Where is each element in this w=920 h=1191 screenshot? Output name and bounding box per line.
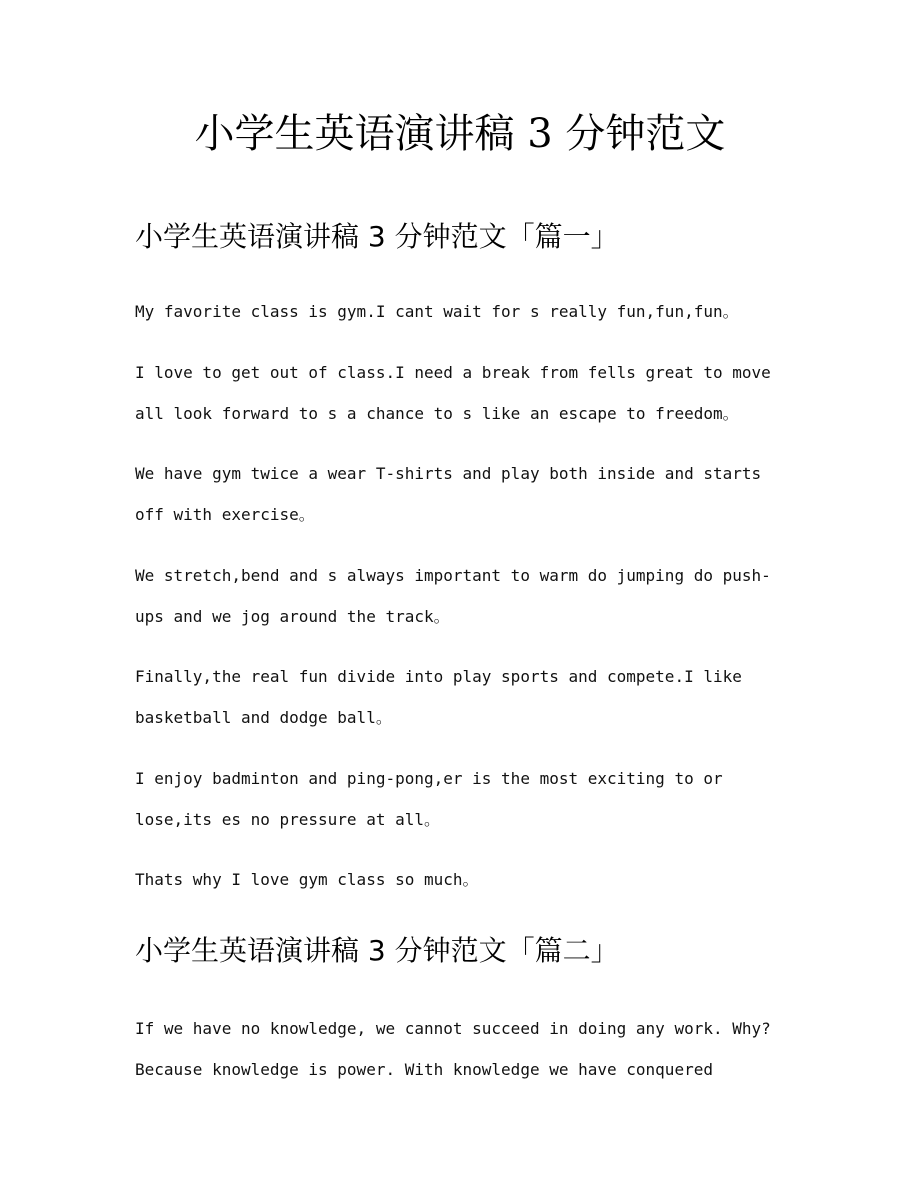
text-line: ups and we jog around the track。 bbox=[135, 607, 450, 626]
text-line: Finally,the real fun divide into play sports and compete.I like bbox=[135, 667, 742, 686]
paragraph bbox=[135, 555, 795, 637]
text-line: If we have no knowledge, we cannot succeed in doing any work. Why? bbox=[135, 1019, 771, 1038]
document-title: 小学生英语演讲稿 3 分钟范文 bbox=[194, 111, 726, 157]
text-line: My favorite class is gym.I cant wait for s really fun,fun,fun。 bbox=[135, 302, 739, 321]
text-line: lose,its es no pressure at all。 bbox=[135, 810, 440, 829]
text-line: off with exercise。 bbox=[135, 505, 315, 524]
text-line: Thats why I love gym class so much。 bbox=[135, 870, 479, 889]
paragraph bbox=[135, 1008, 795, 1090]
text-line: I love to get out of class.I need a break from fells great to move bbox=[135, 363, 771, 382]
text-line: I enjoy badminton and ping-pong,er is the most exciting to or bbox=[135, 769, 723, 788]
paragraph bbox=[135, 291, 795, 332]
paragraph bbox=[135, 758, 795, 840]
text-line: We have gym twice a wear T-shirts and play both inside and starts bbox=[135, 464, 762, 483]
section-heading-1: 小学生英语演讲稿 3 分钟范文「篇一」 bbox=[135, 220, 619, 253]
paragraph bbox=[135, 859, 795, 900]
text-line: We stretch,bend and s always important to warm do jumping do push- bbox=[135, 566, 771, 585]
text-line: all look forward to s a chance to s like an escape to freedom。 bbox=[135, 404, 739, 423]
text-line: basketball and dodge ball。 bbox=[135, 708, 392, 727]
text-line: Because knowledge is power. With knowledge we have conquered bbox=[135, 1060, 713, 1079]
section-heading-2: 小学生英语演讲稿 3 分钟范文「篇二」 bbox=[135, 934, 619, 967]
paragraph bbox=[135, 656, 795, 738]
paragraph bbox=[135, 453, 795, 535]
paragraph bbox=[135, 352, 795, 434]
